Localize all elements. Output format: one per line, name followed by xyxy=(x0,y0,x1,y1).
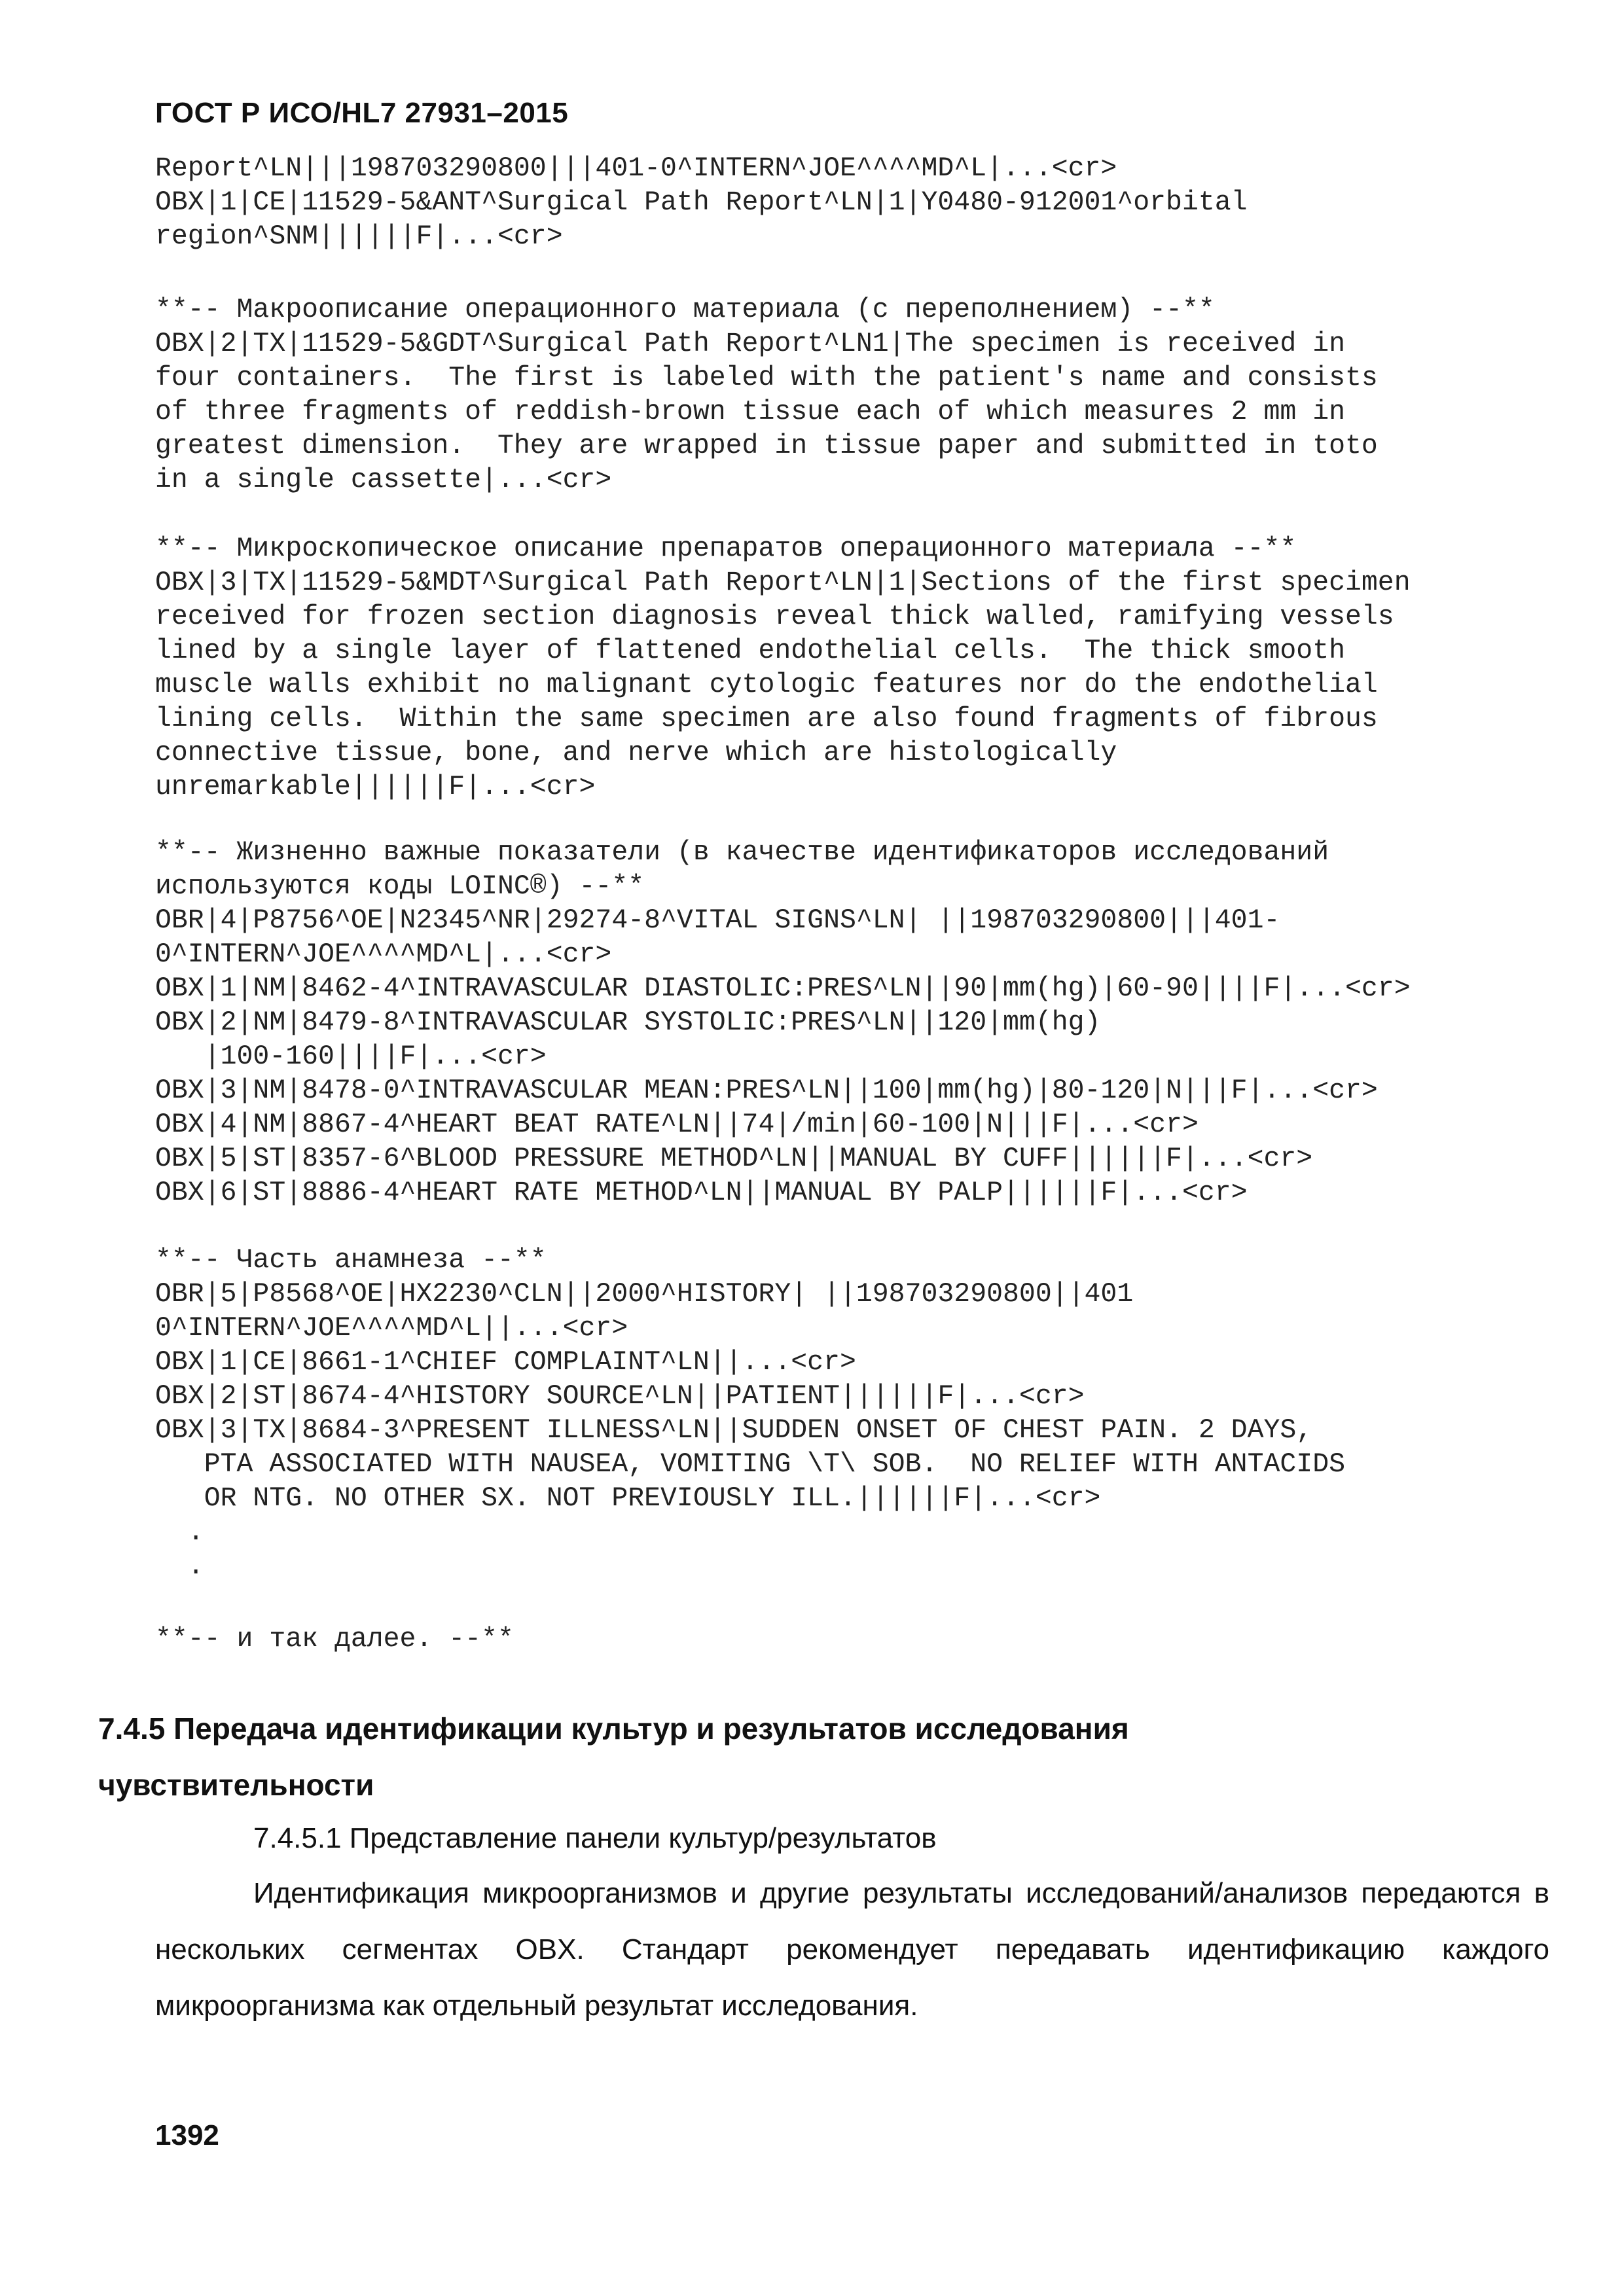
code-line: four containers. The first is labeled with the patient's name and consists xyxy=(155,363,1378,393)
code-comment: **-- Макроописание операционного материала (с переполнением) --** xyxy=(155,295,1215,325)
page-number: 1392 xyxy=(155,2119,219,2151)
code-line: OBR|5|P8568^OE|HX2230^CLN||2000^HISTORY| ||198703290800||401 xyxy=(155,1279,1134,1310)
code-comment: **-- и так далее. --** xyxy=(155,1624,514,1655)
code-line: connective tissue, bone, and nerve which are histologically xyxy=(155,738,1117,768)
code-line: lining cells. Within the same specimen are also found fragments of fibrous xyxy=(155,704,1378,734)
code-line: OBX|2|ST|8674-4^HISTORY SOURCE^LN||PATIENT||||||F|...<cr> xyxy=(155,1381,1085,1412)
section-heading: 7.4.5 Передача идентификации культур и результатов исследования чувствительности xyxy=(98,1712,1129,1802)
code-line: of three fragments of reddish-brown tissue each of which measures 2 mm in xyxy=(155,397,1345,427)
code-comment: **-- Жизненно важные показатели (в качестве идентификаторов исследований xyxy=(155,837,1329,868)
code-line: OBX|1|NM|8462-4^INTRAVASCULAR DIASTOLIC:PRES^LN||90|mm(hg)|60-90||||F|...<cr> xyxy=(155,973,1411,1004)
code-line: greatest dimension. They are wrapped in tissue paper and submitted in toto xyxy=(155,431,1378,461)
code-line: OBX|5|ST|8357-6^BLOOD PRESSURE METHOD^LN||MANUAL BY CUFF||||||F|...<cr> xyxy=(155,1143,1313,1174)
code-line: region^SNM||||||F|...<cr> xyxy=(155,221,563,252)
code-block-report-continuation xyxy=(155,152,1562,254)
code-line: OBX|1|CE|8661-1^CHIEF COMPLAINT^LN||...<cr> xyxy=(155,1347,856,1378)
code-line: OBX|3|TX|8684-3^PRESENT ILLNESS^LN||SUDDEN ONSET OF CHEST PAIN. 2 DAYS, xyxy=(155,1415,1313,1446)
code-block-microscopic-description xyxy=(155,532,1562,804)
code-line: unremarkable||||||F|...<cr> xyxy=(155,772,596,802)
code-block-vital-signs xyxy=(155,836,1562,1210)
code-comment: **-- Часть анамнеза --** xyxy=(155,1245,547,1276)
code-block-history xyxy=(155,1244,1562,1584)
code-line: OR NTG. NO OTHER SX. NOT PREVIOUSLY ILL.||||||F|...<cr> xyxy=(155,1483,1101,1514)
code-line: OBX|3|NM|8478-0^INTRAVASCULAR MEAN:PRES^LN||100|mm(hg)|80-120|N|||F|...<cr> xyxy=(155,1075,1378,1106)
code-line: Report^LN|||198703290800|||401-0^INTERN^JOE^^^^MD^L|...<cr> xyxy=(155,153,1117,184)
code-comment: **-- Микроскопическое описание препаратов операционного материала --** xyxy=(155,533,1297,564)
code-line: 0^INTERN^JOE^^^^MD^L|...<cr> xyxy=(155,939,612,970)
code-line: OBX|4|NM|8867-4^HEART BEAT RATE^LN||74|/min|60-100|N|||F|...<cr> xyxy=(155,1109,1199,1140)
code-line: |100-160||||F|...<cr> xyxy=(155,1041,547,1072)
code-comment: используются коды LOINC®) --** xyxy=(155,871,645,902)
code-block-gross-description xyxy=(155,293,1562,497)
subsection-heading: 7.4.5.1 Представление панели культур/результатов xyxy=(253,1822,937,1854)
code-line: in a single cassette|...<cr> xyxy=(155,465,612,495)
body-paragraph: Идентификация микроорганизмов и другие результаты исследований/анализов передаются в нескольких сегментах OBX. Стандарт рекомендует передавать идентификацию каждого микроорганизма как отдельный результат исследования. xyxy=(155,1877,1549,2022)
code-line: PTA ASSOCIATED WITH NAUSEA, VOMITING \T\ SOB. NO RELIEF WITH ANTACIDS xyxy=(155,1449,1345,1480)
code-line: lined by a single layer of flattened endothelial cells. The thick smooth xyxy=(155,636,1345,666)
ellipsis-dot: . xyxy=(155,1551,204,1582)
code-line: OBR|4|P8756^OE|N2345^NR|29274-8^VITAL SIGNS^LN| ||198703290800|||401- xyxy=(155,905,1280,936)
code-block-etc xyxy=(155,1623,1562,1657)
ellipsis-dot: . xyxy=(155,1517,204,1548)
code-line: OBX|3|TX|11529-5&MDT^Surgical Path Report^LN|1|Sections of the first specimen xyxy=(155,567,1411,598)
code-line: OBX|2|NM|8479-8^INTRAVASCULAR SYSTOLIC:PRES^LN||120|mm(hg) xyxy=(155,1007,1101,1038)
code-line: 0^INTERN^JOE^^^^MD^L||...<cr> xyxy=(155,1313,628,1344)
code-line: received for frozen section diagnosis reveal thick walled, ramifying vessels xyxy=(155,601,1394,632)
document-header: ГОСТ Р ИСО/HL7 27931–2015 xyxy=(155,97,569,129)
code-line: OBX|6|ST|8886-4^HEART RATE METHOD^LN||MANUAL BY PALP||||||F|...<cr> xyxy=(155,1177,1248,1208)
code-line: OBX|2|TX|11529-5&GDT^Surgical Path Report^LN1|The specimen is received in xyxy=(155,329,1345,359)
code-line: OBX|1|CE|11529-5&ANT^Surgical Path Report^LN|1|Y0480-912001^orbital xyxy=(155,187,1248,218)
code-line: muscle walls exhibit no malignant cytologic features nor do the endothelial xyxy=(155,670,1378,700)
